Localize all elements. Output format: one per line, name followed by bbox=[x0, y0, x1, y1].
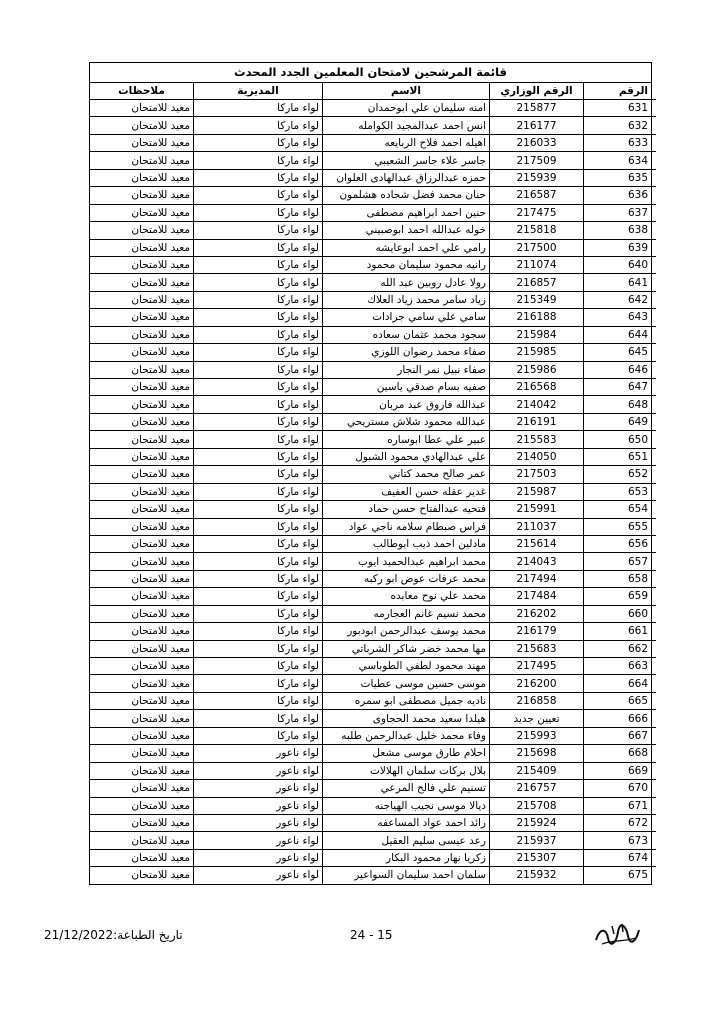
table-row bbox=[90, 291, 656, 308]
cell-directorate: لواء ماركا bbox=[194, 344, 323, 361]
cell-ministry-number: 217494 bbox=[490, 570, 584, 587]
cell-number: 669 bbox=[584, 762, 657, 779]
cell-name: انس احمد عبدالمجيد الكوامله bbox=[323, 117, 490, 134]
cell-number: 672 bbox=[584, 814, 657, 831]
cell-number: 658 bbox=[584, 570, 657, 587]
table-row bbox=[90, 675, 656, 692]
cell-ministry-number: 216857 bbox=[490, 274, 584, 291]
cell-directorate: لواء ماركا bbox=[194, 134, 323, 151]
cell-ministry-number: 215937 bbox=[490, 832, 584, 849]
cell-ministry-number: 217475 bbox=[490, 204, 584, 221]
cell-notes: معيد للامتحان bbox=[90, 849, 194, 866]
cell-directorate: لواء ماركا bbox=[194, 222, 323, 239]
table-row bbox=[90, 797, 656, 814]
cell-notes: معيد للامتحان bbox=[90, 814, 194, 831]
cell-ministry-number: 217509 bbox=[490, 152, 584, 169]
cell-directorate: لواء ماركا bbox=[194, 326, 323, 343]
cell-name: مادلين احمد ذيب ابوطالب bbox=[323, 535, 490, 552]
cell-ministry-number: 214042 bbox=[490, 396, 584, 413]
cell-number: 644 bbox=[584, 326, 657, 343]
cell-notes: معيد للامتحان bbox=[90, 431, 194, 448]
cell-directorate: لواء ماركا bbox=[194, 658, 323, 675]
cell-number: 656 bbox=[584, 535, 657, 552]
cell-ministry-number: 215986 bbox=[490, 361, 584, 378]
table-row bbox=[90, 762, 656, 779]
cell-directorate: لواء ماركا bbox=[194, 588, 323, 605]
cell-directorate: لواء ماركا bbox=[194, 570, 323, 587]
cell-ministry-number: 215939 bbox=[490, 169, 584, 186]
cell-notes: معيد للامتحان bbox=[90, 256, 194, 273]
cell-notes: معيد للامتحان bbox=[90, 588, 194, 605]
table-row bbox=[90, 814, 656, 831]
cell-notes: معيد للامتحان bbox=[90, 675, 194, 692]
table-row bbox=[90, 867, 656, 884]
cell-directorate: لواء ماركا bbox=[194, 605, 323, 622]
cell-directorate: لواء ماركا bbox=[194, 710, 323, 727]
cell-notes: معيد للامتحان bbox=[90, 570, 194, 587]
cell-notes: معيد للامتحان bbox=[90, 152, 194, 169]
table-row bbox=[90, 553, 656, 570]
cell-ministry-number: 217500 bbox=[490, 239, 584, 256]
cell-name: بلال بركات سلمان الهلالات bbox=[323, 762, 490, 779]
cell-ministry-number: 216191 bbox=[490, 413, 584, 430]
cell-notes: معيد للامتحان bbox=[90, 344, 194, 361]
table-row bbox=[90, 535, 656, 552]
cell-name: محمد ابراهيم عبدالحميد ايوب bbox=[323, 553, 490, 570]
table-row bbox=[90, 692, 656, 709]
cell-ministry-number: 216033 bbox=[490, 134, 584, 151]
cell-directorate: لواء ماركا bbox=[194, 483, 323, 500]
cell-name: مهند محمود لطفي الطوباسي bbox=[323, 658, 490, 675]
cell-notes: معيد للامتحان bbox=[90, 326, 194, 343]
cell-name: مها محمد خضر شاكر الشرباتي bbox=[323, 640, 490, 657]
cell-name: وفاء محمد خليل عبدالرحمن طلبه bbox=[323, 727, 490, 744]
cell-number: 648 bbox=[584, 396, 657, 413]
cell-ministry-number: 216568 bbox=[490, 379, 584, 396]
cell-notes: معيد للامتحان bbox=[90, 867, 194, 884]
cell-notes: معيد للامتحان bbox=[90, 832, 194, 849]
table-row bbox=[90, 256, 656, 273]
print-date: تاريخ الطباعة:21/12/2022 bbox=[44, 928, 183, 942]
cell-notes: معيد للامتحان bbox=[90, 623, 194, 640]
cell-name: جاسر علاء جاسر الشعيبي bbox=[323, 152, 490, 169]
cell-number: 636 bbox=[584, 187, 657, 204]
cell-number: 668 bbox=[584, 745, 657, 762]
table-row bbox=[90, 623, 656, 640]
cell-name: رولا عادل روبين عبد الله bbox=[323, 274, 490, 291]
table-row bbox=[90, 710, 656, 727]
cell-number: 633 bbox=[584, 134, 657, 151]
cell-notes: معيد للامتحان bbox=[90, 535, 194, 552]
cell-number: 674 bbox=[584, 849, 657, 866]
header-ministry-number: الرقم الوزاري bbox=[490, 83, 584, 100]
table-row bbox=[90, 187, 656, 204]
table-row bbox=[90, 448, 656, 465]
cell-number: 635 bbox=[584, 169, 657, 186]
cell-ministry-number: 215409 bbox=[490, 762, 584, 779]
cell-directorate: لواء ماركا bbox=[194, 623, 323, 640]
cell-ministry-number: 215614 bbox=[490, 535, 584, 552]
page-range: 24 - 15 bbox=[350, 928, 393, 942]
table-row bbox=[90, 326, 656, 343]
table-row bbox=[90, 169, 656, 186]
cell-directorate: لواء ماركا bbox=[194, 727, 323, 744]
cell-ministry-number: 215877 bbox=[490, 100, 584, 117]
page-footer bbox=[0, 924, 724, 948]
cell-notes: معيد للامتحان bbox=[90, 692, 194, 709]
cell-directorate: لواء ماركا bbox=[194, 448, 323, 465]
cell-notes: معيد للامتحان bbox=[90, 605, 194, 622]
cell-name: ناديه جميل مصطفى ابو سمره bbox=[323, 692, 490, 709]
cell-number: 659 bbox=[584, 588, 657, 605]
cell-directorate: لواء ماركا bbox=[194, 256, 323, 273]
cell-number: 660 bbox=[584, 605, 657, 622]
table-row bbox=[90, 658, 656, 675]
table-row bbox=[90, 483, 656, 500]
cell-number: 657 bbox=[584, 553, 657, 570]
cell-ministry-number: 215987 bbox=[490, 483, 584, 500]
cell-directorate: لواء ناعور bbox=[194, 797, 323, 814]
cell-name: تسنيم علي فالح المرعي bbox=[323, 780, 490, 797]
cell-number: 671 bbox=[584, 797, 657, 814]
table-row bbox=[90, 396, 656, 413]
cell-notes: معيد للامتحان bbox=[90, 797, 194, 814]
cell-directorate: لواء ماركا bbox=[194, 152, 323, 169]
cell-name: امنه سليمان علي ابوحمدان bbox=[323, 100, 490, 117]
header-number: الرقم bbox=[584, 83, 657, 100]
cell-name: فراس صبطام سلامه ناجي عواد bbox=[323, 518, 490, 535]
cell-ministry-number: 217484 bbox=[490, 588, 584, 605]
cell-name: زياد سامر محمد زياد العلاك bbox=[323, 291, 490, 308]
cell-directorate: لواء ناعور bbox=[194, 762, 323, 779]
cell-directorate: لواء ناعور bbox=[194, 832, 323, 849]
candidates-table bbox=[90, 83, 656, 884]
table-row bbox=[90, 780, 656, 797]
table-row bbox=[90, 309, 656, 326]
cell-name: رامي علي احمد ابوعايشه bbox=[323, 239, 490, 256]
cell-ministry-number: 216587 bbox=[490, 187, 584, 204]
cell-ministry-number: 215993 bbox=[490, 727, 584, 744]
cell-directorate: لواء ماركا bbox=[194, 535, 323, 552]
document-title: قائمة المرشحين لامتحان المعلمين الجدد المحدث bbox=[90, 63, 651, 83]
cell-directorate: لواء ماركا bbox=[194, 100, 323, 117]
cell-directorate: لواء ناعور bbox=[194, 745, 323, 762]
cell-name: عبير علي عطا ابوساره bbox=[323, 431, 490, 448]
header-notes: ملاحظات bbox=[90, 83, 194, 100]
cell-number: 651 bbox=[584, 448, 657, 465]
cell-ministry-number: تعيين جديد bbox=[490, 710, 584, 727]
cell-ministry-number: 217503 bbox=[490, 466, 584, 483]
cell-notes: معيد للامتحان bbox=[90, 780, 194, 797]
cell-name: محمد عرفات عوض ابو ركبه bbox=[323, 570, 490, 587]
cell-number: 666 bbox=[584, 710, 657, 727]
table-row bbox=[90, 204, 656, 221]
cell-notes: معيد للامتحان bbox=[90, 274, 194, 291]
cell-directorate: لواء ماركا bbox=[194, 204, 323, 221]
cell-notes: معيد للامتحان bbox=[90, 448, 194, 465]
cell-number: 632 bbox=[584, 117, 657, 134]
cell-ministry-number: 215583 bbox=[490, 431, 584, 448]
cell-ministry-number: 215683 bbox=[490, 640, 584, 657]
cell-notes: معيد للامتحان bbox=[90, 169, 194, 186]
cell-notes: معيد للامتحان bbox=[90, 466, 194, 483]
cell-directorate: لواء ماركا bbox=[194, 169, 323, 186]
cell-name: حنين احمد ابراهيم مصطفى bbox=[323, 204, 490, 221]
cell-ministry-number: 216200 bbox=[490, 675, 584, 692]
cell-directorate: لواء ماركا bbox=[194, 396, 323, 413]
table-row bbox=[90, 100, 656, 117]
cell-name: عبدالله فاروق عبد مربان bbox=[323, 396, 490, 413]
cell-number: 646 bbox=[584, 361, 657, 378]
cell-directorate: لواء ماركا bbox=[194, 431, 323, 448]
cell-notes: معيد للامتحان bbox=[90, 553, 194, 570]
cell-number: 642 bbox=[584, 291, 657, 308]
cell-number: 643 bbox=[584, 309, 657, 326]
cell-directorate: لواء ماركا bbox=[194, 187, 323, 204]
cell-notes: معيد للامتحان bbox=[90, 222, 194, 239]
cell-directorate: لواء ماركا bbox=[194, 239, 323, 256]
cell-notes: معيد للامتحان bbox=[90, 658, 194, 675]
cell-notes: معيد للامتحان bbox=[90, 710, 194, 727]
cell-directorate: لواء ماركا bbox=[194, 117, 323, 134]
cell-ministry-number: 215932 bbox=[490, 867, 584, 884]
cell-ministry-number: 215708 bbox=[490, 797, 584, 814]
header-directorate: المديرية bbox=[194, 83, 323, 100]
cell-number: 650 bbox=[584, 431, 657, 448]
cell-number: 631 bbox=[584, 100, 657, 117]
table-body bbox=[90, 100, 656, 884]
cell-number: 654 bbox=[584, 501, 657, 518]
cell-name: محمد يوسف عبدالرحمن ابودبور bbox=[323, 623, 490, 640]
table-row bbox=[90, 501, 656, 518]
cell-directorate: لواء ماركا bbox=[194, 291, 323, 308]
table-row bbox=[90, 361, 656, 378]
table-row bbox=[90, 832, 656, 849]
cell-notes: معيد للامتحان bbox=[90, 762, 194, 779]
cell-ministry-number: 215698 bbox=[490, 745, 584, 762]
cell-ministry-number: 216188 bbox=[490, 309, 584, 326]
cell-directorate: لواء ناعور bbox=[194, 867, 323, 884]
candidates-sheet bbox=[89, 62, 652, 885]
cell-ministry-number: 211074 bbox=[490, 256, 584, 273]
table-row bbox=[90, 518, 656, 535]
cell-name: هيلدا سعيد محمد الحجاوى bbox=[323, 710, 490, 727]
table-row bbox=[90, 344, 656, 361]
cell-directorate: لواء ماركا bbox=[194, 692, 323, 709]
cell-number: 645 bbox=[584, 344, 657, 361]
cell-number: 670 bbox=[584, 780, 657, 797]
cell-number: 663 bbox=[584, 658, 657, 675]
cell-number: 647 bbox=[584, 379, 657, 396]
table-header-row bbox=[90, 83, 656, 100]
cell-ministry-number: 216757 bbox=[490, 780, 584, 797]
cell-notes: معيد للامتحان bbox=[90, 134, 194, 151]
cell-number: 661 bbox=[584, 623, 657, 640]
cell-number: 641 bbox=[584, 274, 657, 291]
table-row bbox=[90, 274, 656, 291]
cell-directorate: لواء ماركا bbox=[194, 413, 323, 430]
cell-name: زكريا نهار محمود البكار bbox=[323, 849, 490, 866]
cell-name: سجود محمد عثمان سعاده bbox=[323, 326, 490, 343]
cell-number: 662 bbox=[584, 640, 657, 657]
cell-ministry-number: 217495 bbox=[490, 658, 584, 675]
cell-notes: معيد للامتحان bbox=[90, 100, 194, 117]
cell-ministry-number: 216177 bbox=[490, 117, 584, 134]
cell-name: صفيه بسام صدقي ياسين bbox=[323, 379, 490, 396]
cell-name: فتحيه عبدالفتاح حسن حماد bbox=[323, 501, 490, 518]
cell-notes: معيد للامتحان bbox=[90, 204, 194, 221]
cell-directorate: لواء ناعور bbox=[194, 780, 323, 797]
cell-name: عبدالله محمود شلاش مستريحي bbox=[323, 413, 490, 430]
table-row bbox=[90, 588, 656, 605]
cell-number: 638 bbox=[584, 222, 657, 239]
cell-ministry-number: 211037 bbox=[490, 518, 584, 535]
table-row bbox=[90, 605, 656, 622]
cell-name: خوله عبدالله احمد ابوصبيني bbox=[323, 222, 490, 239]
cell-name: رعد عيسى سليم العقيل bbox=[323, 832, 490, 849]
cell-number: 675 bbox=[584, 867, 657, 884]
cell-name: موسى حسين موسى عطيات bbox=[323, 675, 490, 692]
cell-number: 664 bbox=[584, 675, 657, 692]
cell-notes: معيد للامتحان bbox=[90, 727, 194, 744]
cell-name: احلام طارق موسى مشعل bbox=[323, 745, 490, 762]
signature-mark bbox=[592, 920, 642, 948]
table-row bbox=[90, 570, 656, 587]
cell-number: 665 bbox=[584, 692, 657, 709]
cell-directorate: لواء ماركا bbox=[194, 553, 323, 570]
cell-name: محمد نسيم غانم العجارمه bbox=[323, 605, 490, 622]
cell-number: 673 bbox=[584, 832, 657, 849]
cell-ministry-number: 215349 bbox=[490, 291, 584, 308]
table-row bbox=[90, 134, 656, 151]
cell-directorate: لواء ماركا bbox=[194, 379, 323, 396]
cell-notes: معيد للامتحان bbox=[90, 396, 194, 413]
cell-number: 637 bbox=[584, 204, 657, 221]
cell-directorate: لواء ماركا bbox=[194, 518, 323, 535]
table-row bbox=[90, 745, 656, 762]
table-row bbox=[90, 222, 656, 239]
table-row bbox=[90, 431, 656, 448]
cell-notes: معيد للامتحان bbox=[90, 483, 194, 500]
table-row bbox=[90, 239, 656, 256]
cell-directorate: لواء ماركا bbox=[194, 309, 323, 326]
cell-name: غدير عقله حسن العفيف bbox=[323, 483, 490, 500]
table-row bbox=[90, 727, 656, 744]
cell-number: 653 bbox=[584, 483, 657, 500]
cell-ministry-number: 216179 bbox=[490, 623, 584, 640]
cell-notes: معيد للامتحان bbox=[90, 361, 194, 378]
cell-directorate: لواء ماركا bbox=[194, 274, 323, 291]
cell-notes: معيد للامتحان bbox=[90, 501, 194, 518]
cell-number: 667 bbox=[584, 727, 657, 744]
cell-name: علي عبدالهادي محمود الشبول bbox=[323, 448, 490, 465]
cell-number: 634 bbox=[584, 152, 657, 169]
cell-directorate: لواء ماركا bbox=[194, 466, 323, 483]
cell-notes: معيد للامتحان bbox=[90, 239, 194, 256]
cell-number: 639 bbox=[584, 239, 657, 256]
header-name: الاسم bbox=[323, 83, 490, 100]
cell-directorate: لواء ماركا bbox=[194, 501, 323, 518]
cell-name: حنان محمد فضل شحاده هشلمون bbox=[323, 187, 490, 204]
cell-ministry-number: 216202 bbox=[490, 605, 584, 622]
cell-name: حمزه عبدالرزاق عبدالهادى العلوان bbox=[323, 169, 490, 186]
cell-ministry-number: 215991 bbox=[490, 501, 584, 518]
cell-ministry-number: 215984 bbox=[490, 326, 584, 343]
cell-name: ديالا موسى نجيب الهياجنه bbox=[323, 797, 490, 814]
cell-ministry-number: 216858 bbox=[490, 692, 584, 709]
cell-directorate: لواء ناعور bbox=[194, 814, 323, 831]
cell-name: رائد احمد عواد المساعفه bbox=[323, 814, 490, 831]
cell-ministry-number: 214050 bbox=[490, 448, 584, 465]
cell-notes: معيد للامتحان bbox=[90, 413, 194, 430]
cell-directorate: لواء ماركا bbox=[194, 640, 323, 657]
cell-name: صفاء محمد رضوان اللوزي bbox=[323, 344, 490, 361]
cell-name: محمد علي نوح معابده bbox=[323, 588, 490, 605]
cell-name: اهيله احمد فلاح الربايعه bbox=[323, 134, 490, 151]
cell-notes: معيد للامتحان bbox=[90, 640, 194, 657]
cell-name: صفاء نبيل نمر النجار bbox=[323, 361, 490, 378]
table-row bbox=[90, 117, 656, 134]
cell-ministry-number: 215307 bbox=[490, 849, 584, 866]
cell-number: 649 bbox=[584, 413, 657, 430]
cell-directorate: لواء ماركا bbox=[194, 675, 323, 692]
cell-ministry-number: 215818 bbox=[490, 222, 584, 239]
cell-number: 652 bbox=[584, 466, 657, 483]
table-row bbox=[90, 413, 656, 430]
cell-directorate: لواء ناعور bbox=[194, 849, 323, 866]
cell-notes: معيد للامتحان bbox=[90, 117, 194, 134]
cell-notes: معيد للامتحان bbox=[90, 187, 194, 204]
table-row bbox=[90, 466, 656, 483]
cell-name: رانيه محمود سليمان محمود bbox=[323, 256, 490, 273]
cell-ministry-number: 215924 bbox=[490, 814, 584, 831]
cell-ministry-number: 215985 bbox=[490, 344, 584, 361]
table-row bbox=[90, 152, 656, 169]
cell-notes: معيد للامتحان bbox=[90, 745, 194, 762]
cell-number: 655 bbox=[584, 518, 657, 535]
table-row bbox=[90, 849, 656, 866]
cell-notes: معيد للامتحان bbox=[90, 291, 194, 308]
cell-number: 640 bbox=[584, 256, 657, 273]
cell-directorate: لواء ماركا bbox=[194, 361, 323, 378]
table-row bbox=[90, 379, 656, 396]
cell-name: عمر صالح محمد كتاني bbox=[323, 466, 490, 483]
cell-name: سامي علي سامي جرادات bbox=[323, 309, 490, 326]
cell-notes: معيد للامتحان bbox=[90, 309, 194, 326]
table-row bbox=[90, 640, 656, 657]
cell-notes: معيد للامتحان bbox=[90, 518, 194, 535]
cell-name: سلمان احمد سليمان السواعير bbox=[323, 867, 490, 884]
cell-notes: معيد للامتحان bbox=[90, 379, 194, 396]
cell-ministry-number: 214043 bbox=[490, 553, 584, 570]
